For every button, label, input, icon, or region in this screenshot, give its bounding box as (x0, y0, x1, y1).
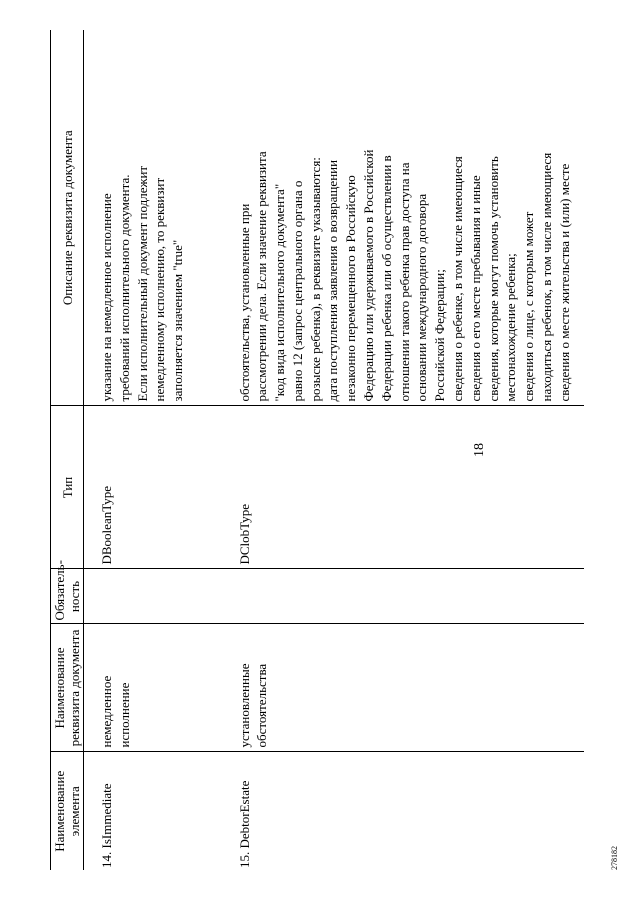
required-cell (222, 569, 584, 624)
header-description: Описание реквизита документа (51, 30, 84, 406)
description-line: обстоятельства, установленные при (236, 203, 252, 402)
description-line: находиться ребенок, в том числе имеющиеся (539, 152, 555, 402)
description-line: дата поступления заявления о возвращении (325, 159, 341, 402)
header-type: Тип (51, 406, 84, 569)
description-line: сведения о месте жительства и (или) месте (556, 163, 572, 402)
description-line: "код вида исполнительного документа" (272, 183, 288, 402)
description-line: сведения о ребенке, в том числе имеющиеся (450, 156, 466, 402)
description-line: Российской Федерации; (432, 269, 448, 402)
description-line: сведения о лице, с которым может (521, 211, 537, 402)
description-line: Если исполнительный документ подлежит (134, 165, 150, 402)
header-element-name: Наименование элемента (51, 752, 84, 870)
description-line: основании международного договора (414, 193, 430, 402)
description-line: сведения о его месте пребывания и иные (467, 175, 483, 402)
description-line: розыске ребенка), в реквизите указываются: (307, 157, 323, 402)
attr-name-cell: немедленное исполнение (84, 624, 222, 752)
description-line: требований исполнительного документа. (116, 174, 132, 402)
description-line: сведения, которые могут помочь установить (485, 156, 501, 402)
table-row (84, 30, 222, 870)
type-cell: DBooleanType (84, 406, 222, 569)
header-required: Обязатель-ность (51, 569, 84, 624)
attr-name-cell: установленные обстоятельства (222, 624, 584, 752)
description-line: отношении такого ребенка прав доступа на (396, 162, 412, 402)
header-attr-name: Наименование реквизита документа (51, 624, 84, 752)
description-line: Федерацию или удерживаемого в Российской (361, 149, 377, 402)
description-line: рассмотрении дела. Если значение реквизита (254, 151, 270, 402)
required-cell (84, 569, 222, 624)
description-line: указание на немедленное исполнение (99, 193, 114, 402)
description-line: незаконно перемещенного в Российскую (343, 175, 359, 402)
description-line: заполняется значением "true" (170, 239, 186, 402)
description-line: равно 12 (запрос центрального органа о (289, 180, 305, 402)
rotated-page (40, 30, 620, 870)
description-cell (222, 30, 584, 406)
table-header-row (51, 30, 84, 870)
type-cell: DClobType (222, 406, 584, 569)
footer-code: 278182 (610, 846, 619, 870)
description-line: немедленному исполнению, то реквизит (152, 177, 168, 402)
description-line: Федерации ребенка или об осуществлении в (378, 155, 394, 402)
element-name-cell: 14. IsImmediate (99, 783, 114, 868)
element-name-cell: 15. DebtorEstate (236, 780, 252, 868)
table-row (222, 30, 584, 870)
requisites-table (50, 30, 584, 870)
page-number: 18 (472, 443, 487, 457)
description-cell (84, 30, 222, 406)
description-line: местонахождение ребенка; (503, 253, 519, 402)
